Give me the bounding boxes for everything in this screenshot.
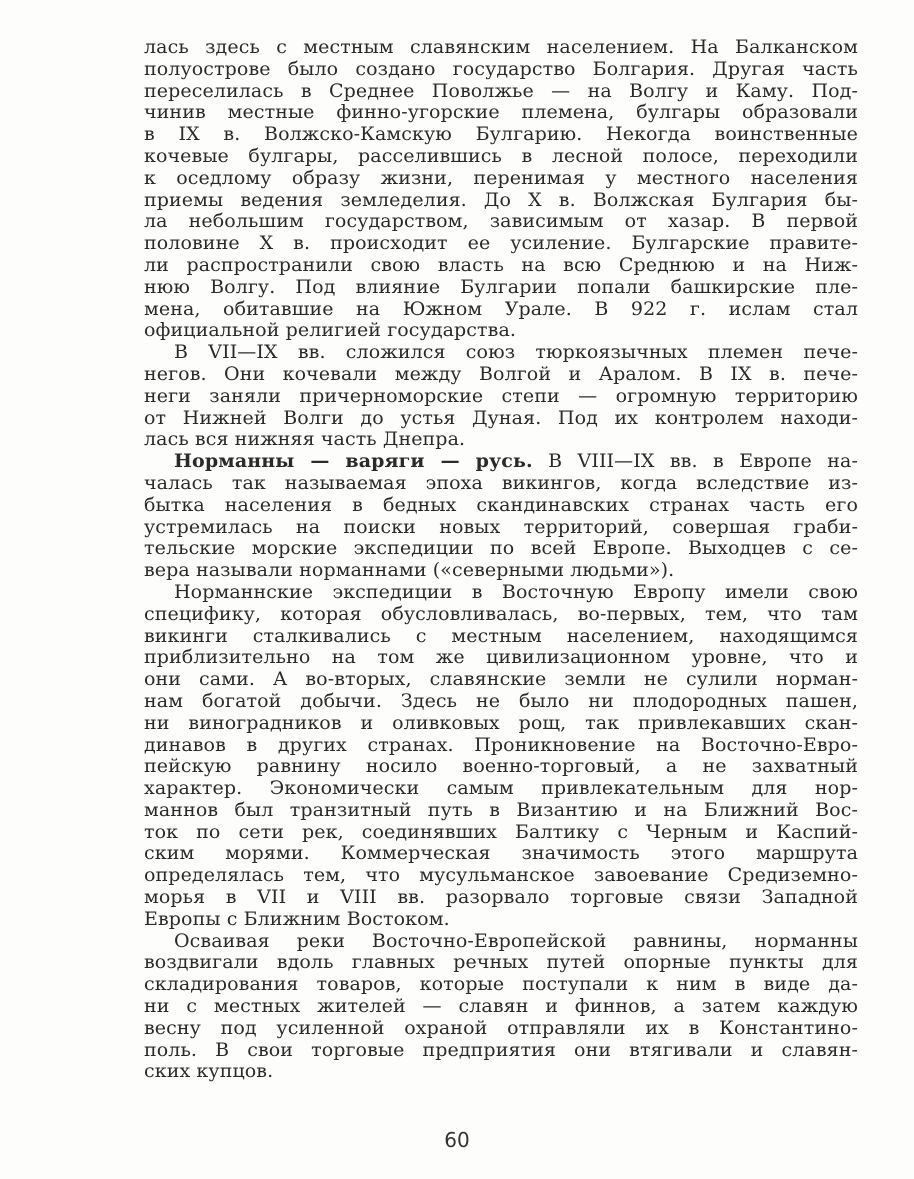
text-line: характер. Экономически самым привлекательным для нор- xyxy=(144,777,858,800)
text-line: складирования товаров, которые поступали к ним в виде да- xyxy=(144,973,858,996)
text-line: воздвигали вдоль главных речных путей опорные пункты для xyxy=(144,951,858,974)
text-line: чинив местные финно-угорские племена, булгары образовали xyxy=(144,101,858,124)
page-number: 60 xyxy=(444,1128,470,1152)
text-line: нюю Волгу. Под влияние Булгарии попали башкирские пле- xyxy=(144,275,858,298)
text-line: маннов был транзитный путь в Византию и на Ближний Вос- xyxy=(144,798,858,821)
text-line: к оседлому образу жизни, перенимая у местного населения xyxy=(144,166,858,189)
text-line: морья в VII и VIII вв. разорвало торговые связи Западной xyxy=(144,886,858,909)
text-line: официальной религией государства. xyxy=(144,319,517,342)
text-line: ни виноградников и оливковых рощ, так привлекавших скан- xyxy=(144,711,858,734)
text-line: весну под усиленной охраной отправляли их в Константино- xyxy=(144,1016,858,1039)
text-line: тельские морские экспедиции по всей Европе. Выходцев с се- xyxy=(144,537,858,560)
heading-line-rest: В VIII—IX вв. в Европе на- xyxy=(532,450,858,473)
text-line: мена, обитавшие на Южном Урале. В 922 г. ислам стал xyxy=(144,297,858,320)
text-line: В VII—IX вв. сложился союз тюркоязычных племен пече- xyxy=(174,341,858,364)
text-line: неги заняли причерноморские степи — огромную территорию xyxy=(144,384,858,407)
text-line: вера называли норманнами («северными людьми»). xyxy=(144,559,675,582)
section-heading: Норманны — варяги — русь. xyxy=(174,450,533,473)
text-line: приемы ведения земледелия. До X в. Волжская Булгария бы- xyxy=(144,188,858,211)
text-line: кочевые булгары, расселившись в лесной полосе, переходили xyxy=(144,144,858,167)
text-line: приблизительно на том же цивилизационном уровне, что и xyxy=(144,646,858,669)
paragraph-expeditions xyxy=(144,582,858,931)
text-line: лась здесь с местным славянским населением. На Балканском xyxy=(144,36,858,58)
text-line: определялась тем, что мусульманское завоевание Средиземно- xyxy=(144,864,858,887)
text-line: чалась так называемая эпоха викингов, когда вследствие из- xyxy=(144,471,858,494)
text-line xyxy=(144,451,858,473)
paragraph-pechenegs xyxy=(144,342,858,451)
paragraph-normans xyxy=(144,451,858,582)
text-line: полуострове было создано государство Болгария. Другая часть xyxy=(144,57,858,80)
text-line: бытка населения в бедных скандинавских странах часть его xyxy=(144,493,858,516)
text-line: от Нижней Волги до устья Дуная. Под их контролем находи- xyxy=(144,406,858,429)
text-line: викинги сталкивались с местным населением, находящимся xyxy=(144,624,858,647)
text-line: негов. Они кочевали между Волгой и Аралом. В IX в. пече- xyxy=(144,362,858,385)
text-line: ли распространили свою власть на всю Среднюю и на Ниж- xyxy=(144,253,858,276)
text-line: Норманнские экспедиции в Восточную Европу имели свою xyxy=(174,580,858,603)
text-line: Европы с Ближним Востоком. xyxy=(144,907,450,930)
text-line: переселилась в Среднее Поволжье — на Волгу и Каму. Под- xyxy=(144,79,858,102)
text-line: устремилась на поиски новых территорий, совершая граби- xyxy=(144,515,858,538)
text-line: половине X в. происходит ее усиление. Булгарские правите- xyxy=(144,232,858,255)
paragraph-bulgaria xyxy=(144,37,858,342)
text-line: динавов в других странах. Проникновение на Восточно-Евро- xyxy=(144,733,858,756)
text-line: в IX в. Волжско-Камскую Булгарию. Некогда воинственные xyxy=(144,123,858,146)
text-line: ла небольшим государством, зависимым от хазар. В первой xyxy=(144,210,858,233)
paragraph-trade-routes xyxy=(144,931,858,1084)
text-line: специфику, которая обусловливалась, во-первых, тем, что там xyxy=(144,602,858,625)
text-line: нам богатой добычи. Здесь не было ни плодородных пашен, xyxy=(144,689,858,712)
text-line: они сами. А во-вторых, славянские земли не сулили норман- xyxy=(144,668,858,691)
text-line: Осваивая реки Восточно-Европейской равнины, норманны xyxy=(174,929,858,952)
text-line: лась вся нижняя часть Днепра. xyxy=(144,428,466,451)
text-line: поль. В свои торговые предприятия они втягивали и славян- xyxy=(144,1038,858,1061)
body-text xyxy=(144,37,858,1083)
text-line: ни с местных жителей — славян и финнов, а затем каждую xyxy=(144,995,858,1018)
text-line: ток по сети рек, соединявших Балтику с Черным и Каспий- xyxy=(144,820,858,843)
text-line: ским морями. Коммерческая значимость этого маршрута xyxy=(144,842,858,865)
text-line: ских купцов. xyxy=(144,1060,274,1083)
text-line: пейскую равнину носило военно-торговый, а не захватный xyxy=(144,755,858,778)
